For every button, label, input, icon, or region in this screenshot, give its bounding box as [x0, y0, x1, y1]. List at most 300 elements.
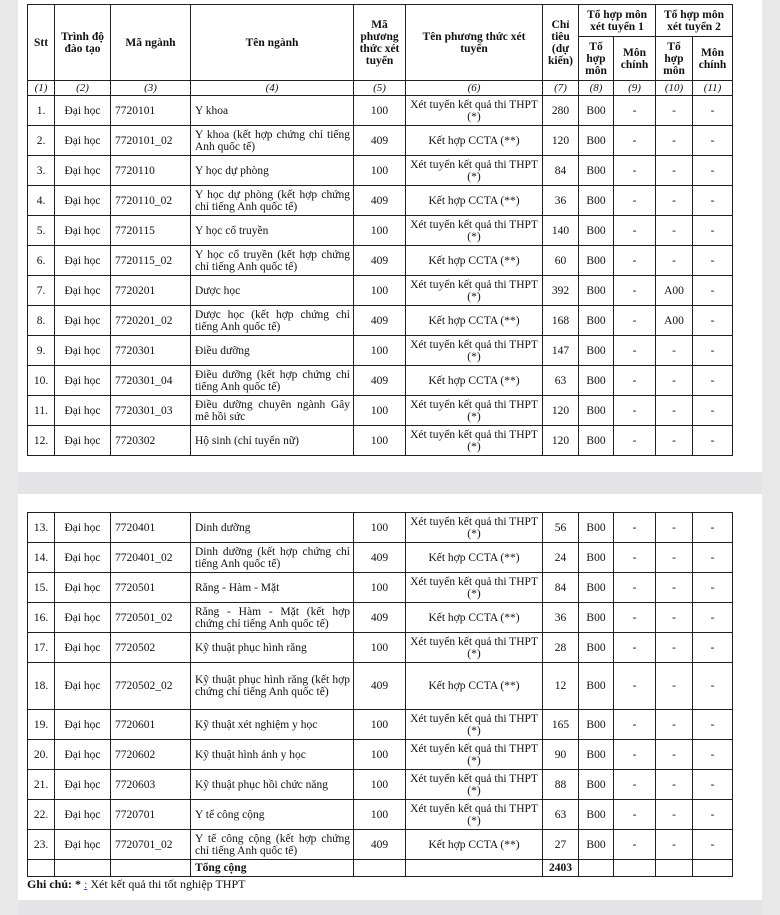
- method-name-cell: Xét tuyển kết quả thi THPT (*): [406, 633, 543, 663]
- header-to-hop-mon-2: Tổ hợp môn: [656, 37, 693, 81]
- main2-cell: -: [693, 710, 733, 740]
- main2-cell: -: [693, 216, 733, 246]
- total-row: [28, 860, 733, 877]
- main1-cell: -: [614, 770, 656, 800]
- method-code-cell: 409: [354, 126, 406, 156]
- main1-cell: -: [614, 663, 656, 710]
- major-name-cell: Y khoa (kết hợp chứng chỉ tiếng Anh quốc tế): [191, 126, 354, 156]
- major-name-cell: Y tế công cộng (kết hợp chứng chỉ tiếng Anh quốc tế): [191, 830, 354, 860]
- combo2-cell: -: [656, 800, 693, 830]
- major-name-cell: Điều dưỡng (kết hợp chứng chỉ tiếng Anh quốc tế): [191, 366, 354, 396]
- level-cell: Đại học: [55, 426, 111, 456]
- main1-cell: -: [614, 543, 656, 573]
- main1-cell: -: [614, 573, 656, 603]
- major-name-cell: Kỹ thuật hình ảnh y học: [191, 740, 354, 770]
- table-row: [28, 306, 733, 336]
- method-name-cell: Kết hợp CCTA (**): [406, 663, 543, 710]
- quota-cell: 165: [543, 710, 579, 740]
- column-index-row: [28, 81, 733, 96]
- level-cell: Đại học: [55, 366, 111, 396]
- code-cell: 7720601: [111, 710, 191, 740]
- combo2-cell: -: [656, 246, 693, 276]
- main1-cell: -: [614, 710, 656, 740]
- combo2-cell: -: [656, 740, 693, 770]
- level-cell: Đại học: [55, 710, 111, 740]
- main1-cell: -: [614, 426, 656, 456]
- combo2-cell: -: [656, 366, 693, 396]
- stt-cell: 2.: [28, 126, 55, 156]
- code-cell: 7720201_02: [111, 306, 191, 336]
- code-cell: 7720401_02: [111, 543, 191, 573]
- stt-cell: 14.: [28, 543, 55, 573]
- stt-cell: 7.: [28, 276, 55, 306]
- major-name-cell: Dược học (kết hợp chứng chỉ tiếng Anh quốc tế): [191, 306, 354, 336]
- quota-cell: 36: [543, 603, 579, 633]
- header-stt: Stt: [28, 5, 55, 81]
- index-cell: (4): [191, 81, 354, 96]
- empty-cell: [614, 860, 656, 877]
- method-code-cell: 100: [354, 573, 406, 603]
- method-code-cell: 100: [354, 770, 406, 800]
- header-to-hop-mon-1: Tổ hợp môn: [579, 37, 614, 81]
- stt-cell: 15.: [28, 573, 55, 603]
- main2-cell: -: [693, 573, 733, 603]
- method-name-cell: Xét tuyển kết quả thi THPT (*): [406, 396, 543, 426]
- quota-cell: 28: [543, 633, 579, 663]
- combo1-cell: B00: [579, 603, 614, 633]
- method-code-cell: 409: [354, 186, 406, 216]
- method-name-cell: Xét tuyển kết quả thi THPT (*): [406, 276, 543, 306]
- quota-cell: 120: [543, 396, 579, 426]
- method-code-cell: 409: [354, 246, 406, 276]
- combo1-cell: B00: [579, 246, 614, 276]
- header-ma-phuong-thuc: Mã phương thức xét tuyển: [354, 5, 406, 81]
- empty-cell: [656, 860, 693, 877]
- main2-cell: -: [693, 426, 733, 456]
- method-name-cell: Kết hợp CCTA (**): [406, 603, 543, 633]
- index-cell: (5): [354, 81, 406, 96]
- stt-cell: 12.: [28, 426, 55, 456]
- major-name-cell: Răng - Hàm - Mặt (kết hợp chứng chỉ tiếng Anh quốc tế): [191, 603, 354, 633]
- level-cell: Đại học: [55, 156, 111, 186]
- major-name-cell: Kỹ thuật phục hồi chức năng: [191, 770, 354, 800]
- combo1-cell: B00: [579, 156, 614, 186]
- quota-cell: 120: [543, 126, 579, 156]
- main2-cell: -: [693, 603, 733, 633]
- level-cell: Đại học: [55, 246, 111, 276]
- quota-cell: 60: [543, 246, 579, 276]
- quota-cell: 147: [543, 336, 579, 366]
- method-code-cell: 100: [354, 96, 406, 126]
- total-value: 2403: [543, 860, 579, 877]
- method-code-cell: 100: [354, 800, 406, 830]
- main1-cell: -: [614, 366, 656, 396]
- major-name-cell: Điều dưỡng chuyên ngành Gây mê hồi sức: [191, 396, 354, 426]
- quota-cell: 88: [543, 770, 579, 800]
- index-cell: (2): [55, 81, 111, 96]
- major-name-cell: Dược học: [191, 276, 354, 306]
- combo2-cell: -: [656, 126, 693, 156]
- stt-cell: 16.: [28, 603, 55, 633]
- table-row: [28, 156, 733, 186]
- combo2-cell: -: [656, 396, 693, 426]
- table-row: [28, 633, 733, 663]
- table-row: [28, 336, 733, 366]
- combo1-cell: B00: [579, 426, 614, 456]
- table-row: [28, 186, 733, 216]
- code-cell: 7720701_02: [111, 830, 191, 860]
- level-cell: Đại học: [55, 633, 111, 663]
- empty-cell: [579, 860, 614, 877]
- main1-cell: -: [614, 126, 656, 156]
- table-row: [28, 830, 733, 860]
- main2-cell: -: [693, 543, 733, 573]
- main1-cell: -: [614, 336, 656, 366]
- method-name-cell: Xét tuyển kết quả thi THPT (*): [406, 710, 543, 740]
- page-gap: [18, 472, 762, 494]
- combo1-cell: B00: [579, 710, 614, 740]
- quota-cell: 56: [543, 513, 579, 543]
- combo1-cell: B00: [579, 396, 614, 426]
- method-name-cell: Kết hợp CCTA (**): [406, 543, 543, 573]
- total-label: Tổng cộng: [191, 860, 354, 877]
- level-cell: Đại học: [55, 126, 111, 156]
- quota-cell: 63: [543, 366, 579, 396]
- quota-cell: 140: [543, 216, 579, 246]
- quota-cell: 120: [543, 426, 579, 456]
- stt-cell: 6.: [28, 246, 55, 276]
- main2-cell: -: [693, 740, 733, 770]
- level-cell: Đại học: [55, 96, 111, 126]
- method-name-cell: Kết hợp CCTA (**): [406, 246, 543, 276]
- level-cell: Đại học: [55, 396, 111, 426]
- combo2-cell: -: [656, 186, 693, 216]
- code-cell: 7720501_02: [111, 603, 191, 633]
- stt-cell: 11.: [28, 396, 55, 426]
- footnote-separator: :: [84, 877, 88, 891]
- table-row: [28, 543, 733, 573]
- level-cell: Đại học: [55, 216, 111, 246]
- combo1-cell: B00: [579, 276, 614, 306]
- header-ten-phuong-thuc: Tên phương thức xét tuyển: [406, 5, 543, 81]
- method-code-cell: 409: [354, 543, 406, 573]
- combo2-cell: A00: [656, 276, 693, 306]
- major-name-cell: Y tế công cộng: [191, 800, 354, 830]
- table-row: [28, 800, 733, 830]
- index-cell: (6): [406, 81, 543, 96]
- method-code-cell: 409: [354, 306, 406, 336]
- method-name-cell: Xét tuyển kết quả thi THPT (*): [406, 426, 543, 456]
- stt-cell: 13.: [28, 513, 55, 543]
- method-name-cell: Kết hợp CCTA (**): [406, 306, 543, 336]
- method-name-cell: Kết hợp CCTA (**): [406, 126, 543, 156]
- quota-cell: 12: [543, 663, 579, 710]
- admission-table-part-2: [27, 512, 733, 877]
- method-name-cell: Xét tuyển kết quả thi THPT (*): [406, 800, 543, 830]
- quota-cell: 280: [543, 96, 579, 126]
- main2-cell: -: [693, 366, 733, 396]
- main2-cell: -: [693, 513, 733, 543]
- quota-cell: 84: [543, 156, 579, 186]
- code-cell: 7720701: [111, 800, 191, 830]
- footnote-label: Ghi chú:: [27, 877, 73, 891]
- level-cell: Đại học: [55, 830, 111, 860]
- quota-cell: 392: [543, 276, 579, 306]
- table-row: [28, 603, 733, 633]
- method-code-cell: 100: [354, 426, 406, 456]
- header-trinh-do: Trình độ đào tạo: [55, 5, 111, 81]
- main2-cell: -: [693, 186, 733, 216]
- combo2-cell: -: [656, 830, 693, 860]
- level-cell: Đại học: [55, 306, 111, 336]
- index-cell: (3): [111, 81, 191, 96]
- combo2-cell: -: [656, 663, 693, 710]
- main2-cell: -: [693, 663, 733, 710]
- combo2-cell: -: [656, 216, 693, 246]
- combo2-cell: -: [656, 603, 693, 633]
- major-name-cell: Y học cổ truyền: [191, 216, 354, 246]
- level-cell: Đại học: [55, 513, 111, 543]
- table-row: [28, 246, 733, 276]
- combo1-cell: B00: [579, 633, 614, 663]
- table-row: [28, 573, 733, 603]
- method-name-cell: Kết hợp CCTA (**): [406, 186, 543, 216]
- method-name-cell: Kết hợp CCTA (**): [406, 830, 543, 860]
- major-name-cell: Dinh dưỡng: [191, 513, 354, 543]
- combo2-cell: -: [656, 770, 693, 800]
- code-cell: 7720115_02: [111, 246, 191, 276]
- combo2-cell: -: [656, 426, 693, 456]
- code-cell: 7720110_02: [111, 186, 191, 216]
- combo2-cell: -: [656, 710, 693, 740]
- major-name-cell: Y học dự phòng (kết hợp chứng chỉ tiếng Anh quốc tế): [191, 186, 354, 216]
- combo1-cell: B00: [579, 366, 614, 396]
- header-mon-chinh-1: Môn chính: [614, 37, 656, 81]
- combo1-cell: B00: [579, 573, 614, 603]
- admission-table-part-1: [27, 4, 733, 456]
- stt-cell: 22.: [28, 800, 55, 830]
- table-row: [28, 663, 733, 710]
- combo2-cell: -: [656, 633, 693, 663]
- code-cell: 7720301_04: [111, 366, 191, 396]
- level-cell: Đại học: [55, 186, 111, 216]
- quota-cell: 84: [543, 573, 579, 603]
- main1-cell: -: [614, 96, 656, 126]
- index-cell: (10): [656, 81, 693, 96]
- main1-cell: -: [614, 603, 656, 633]
- main1-cell: -: [614, 633, 656, 663]
- stt-cell: 19.: [28, 710, 55, 740]
- stt-cell: 17.: [28, 633, 55, 663]
- main1-cell: -: [614, 246, 656, 276]
- header-mon-chinh-2: Môn chính: [693, 37, 733, 81]
- method-name-cell: Xét tuyển kết quả thi THPT (*): [406, 336, 543, 366]
- document-page-1: [18, 0, 762, 472]
- code-cell: 7720502_02: [111, 663, 191, 710]
- main2-cell: -: [693, 306, 733, 336]
- method-name-cell: Xét tuyển kết quả thi THPT (*): [406, 740, 543, 770]
- level-cell: Đại học: [55, 740, 111, 770]
- major-name-cell: Y học dự phòng: [191, 156, 354, 186]
- level-cell: Đại học: [55, 276, 111, 306]
- stt-cell: 4.: [28, 186, 55, 216]
- main2-cell: -: [693, 276, 733, 306]
- header-to-hop-2: Tổ hợp môn xét tuyển 2: [656, 5, 733, 37]
- stt-cell: 5.: [28, 216, 55, 246]
- method-code-cell: 100: [354, 216, 406, 246]
- method-name-cell: Xét tuyển kết quả thi THPT (*): [406, 216, 543, 246]
- major-name-cell: Kỹ thuật xét nghiệm y học: [191, 710, 354, 740]
- main2-cell: -: [693, 800, 733, 830]
- quota-cell: 36: [543, 186, 579, 216]
- combo1-cell: B00: [579, 830, 614, 860]
- combo1-cell: B00: [579, 126, 614, 156]
- stt-cell: 1.: [28, 96, 55, 126]
- main1-cell: -: [614, 800, 656, 830]
- document-page-2: [18, 494, 762, 900]
- combo2-cell: -: [656, 156, 693, 186]
- code-cell: 7720201: [111, 276, 191, 306]
- major-name-cell: Răng - Hàm - Mặt: [191, 573, 354, 603]
- main2-cell: -: [693, 336, 733, 366]
- combo1-cell: B00: [579, 513, 614, 543]
- major-name-cell: Kỹ thuật phục hình răng (kết hợp chứng chỉ tiếng Anh quốc tế): [191, 663, 354, 710]
- combo1-cell: B00: [579, 543, 614, 573]
- main1-cell: -: [614, 156, 656, 186]
- method-code-cell: 409: [354, 830, 406, 860]
- combo1-cell: B00: [579, 186, 614, 216]
- method-code-cell: 100: [354, 336, 406, 366]
- level-cell: Đại học: [55, 663, 111, 710]
- method-name-cell: Xét tuyển kết quả thi THPT (*): [406, 156, 543, 186]
- major-name-cell: Dinh dưỡng (kết hợp chứng chỉ tiếng Anh quốc tế): [191, 543, 354, 573]
- code-cell: 7720110: [111, 156, 191, 186]
- method-name-cell: Xét tuyển kết quả thi THPT (*): [406, 513, 543, 543]
- main2-cell: -: [693, 126, 733, 156]
- quota-cell: 63: [543, 800, 579, 830]
- method-code-cell: 100: [354, 156, 406, 186]
- code-cell: 7720101_02: [111, 126, 191, 156]
- main1-cell: -: [614, 276, 656, 306]
- main2-cell: -: [693, 96, 733, 126]
- table-row: [28, 216, 733, 246]
- combo2-cell: -: [656, 513, 693, 543]
- quota-cell: 27: [543, 830, 579, 860]
- code-cell: 7720101: [111, 96, 191, 126]
- stt-cell: 18.: [28, 663, 55, 710]
- empty-cell: [28, 860, 55, 877]
- method-name-cell: Xét tuyển kết quả thi THPT (*): [406, 573, 543, 603]
- stt-cell: 3.: [28, 156, 55, 186]
- main1-cell: -: [614, 216, 656, 246]
- main1-cell: -: [614, 186, 656, 216]
- empty-cell: [354, 860, 406, 877]
- table-row: [28, 740, 733, 770]
- main1-cell: -: [614, 513, 656, 543]
- quota-cell: 168: [543, 306, 579, 336]
- page-gap-bottom: [18, 900, 762, 915]
- method-code-cell: 100: [354, 740, 406, 770]
- empty-cell: [406, 860, 543, 877]
- combo1-cell: B00: [579, 770, 614, 800]
- major-name-cell: Y học cổ truyền (kết hợp chứng chỉ tiếng Anh quốc tế): [191, 246, 354, 276]
- quota-cell: 90: [543, 740, 579, 770]
- major-name-cell: Điều dưỡng: [191, 336, 354, 366]
- stt-cell: 8.: [28, 306, 55, 336]
- code-cell: 7720301: [111, 336, 191, 366]
- table-row: [28, 276, 733, 306]
- empty-cell: [693, 860, 733, 877]
- combo2-cell: -: [656, 573, 693, 603]
- index-cell: (7): [543, 81, 579, 96]
- table-row: [28, 710, 733, 740]
- footnote-text: Xét kết quả thi tốt nghiệp THPT: [90, 877, 246, 891]
- code-cell: 7720302: [111, 426, 191, 456]
- combo1-cell: B00: [579, 336, 614, 366]
- table-row: [28, 396, 733, 426]
- main1-cell: -: [614, 306, 656, 336]
- main1-cell: -: [614, 396, 656, 426]
- code-cell: 7720602: [111, 740, 191, 770]
- combo1-cell: B00: [579, 800, 614, 830]
- table-row: [28, 126, 733, 156]
- footnote: [27, 877, 245, 892]
- header-chi-tieu: Chỉ tiêu (dự kiến): [543, 5, 579, 81]
- main1-cell: -: [614, 830, 656, 860]
- header-to-hop-1: Tổ hợp môn xét tuyển 1: [579, 5, 656, 37]
- table-row: [28, 513, 733, 543]
- method-code-cell: 409: [354, 603, 406, 633]
- code-cell: 7720401: [111, 513, 191, 543]
- method-code-cell: 100: [354, 710, 406, 740]
- major-name-cell: Hộ sinh (chỉ tuyển nữ): [191, 426, 354, 456]
- combo2-cell: A00: [656, 306, 693, 336]
- level-cell: Đại học: [55, 770, 111, 800]
- code-cell: 7720501: [111, 573, 191, 603]
- index-cell: (1): [28, 81, 55, 96]
- main2-cell: -: [693, 246, 733, 276]
- main2-cell: -: [693, 396, 733, 426]
- stt-cell: 9.: [28, 336, 55, 366]
- method-code-cell: 100: [354, 513, 406, 543]
- combo1-cell: B00: [579, 740, 614, 770]
- combo1-cell: B00: [579, 663, 614, 710]
- quota-cell: 24: [543, 543, 579, 573]
- level-cell: Đại học: [55, 336, 111, 366]
- table-row: [28, 366, 733, 396]
- combo2-cell: -: [656, 96, 693, 126]
- index-cell: (11): [693, 81, 733, 96]
- code-cell: 7720301_03: [111, 396, 191, 426]
- code-cell: 7720115: [111, 216, 191, 246]
- method-code-cell: 100: [354, 633, 406, 663]
- main2-cell: -: [693, 633, 733, 663]
- method-code-cell: 409: [354, 663, 406, 710]
- table-row: [28, 426, 733, 456]
- main2-cell: -: [693, 156, 733, 186]
- major-name-cell: Kỹ thuật phục hình răng: [191, 633, 354, 663]
- method-name-cell: Kết hợp CCTA (**): [406, 366, 543, 396]
- stt-cell: 10.: [28, 366, 55, 396]
- index-cell: (8): [579, 81, 614, 96]
- method-code-cell: 100: [354, 396, 406, 426]
- main2-cell: -: [693, 770, 733, 800]
- method-code-cell: 100: [354, 276, 406, 306]
- stt-cell: 23.: [28, 830, 55, 860]
- code-cell: 7720603: [111, 770, 191, 800]
- combo1-cell: B00: [579, 216, 614, 246]
- method-name-cell: Xét tuyển kết quả thi THPT (*): [406, 96, 543, 126]
